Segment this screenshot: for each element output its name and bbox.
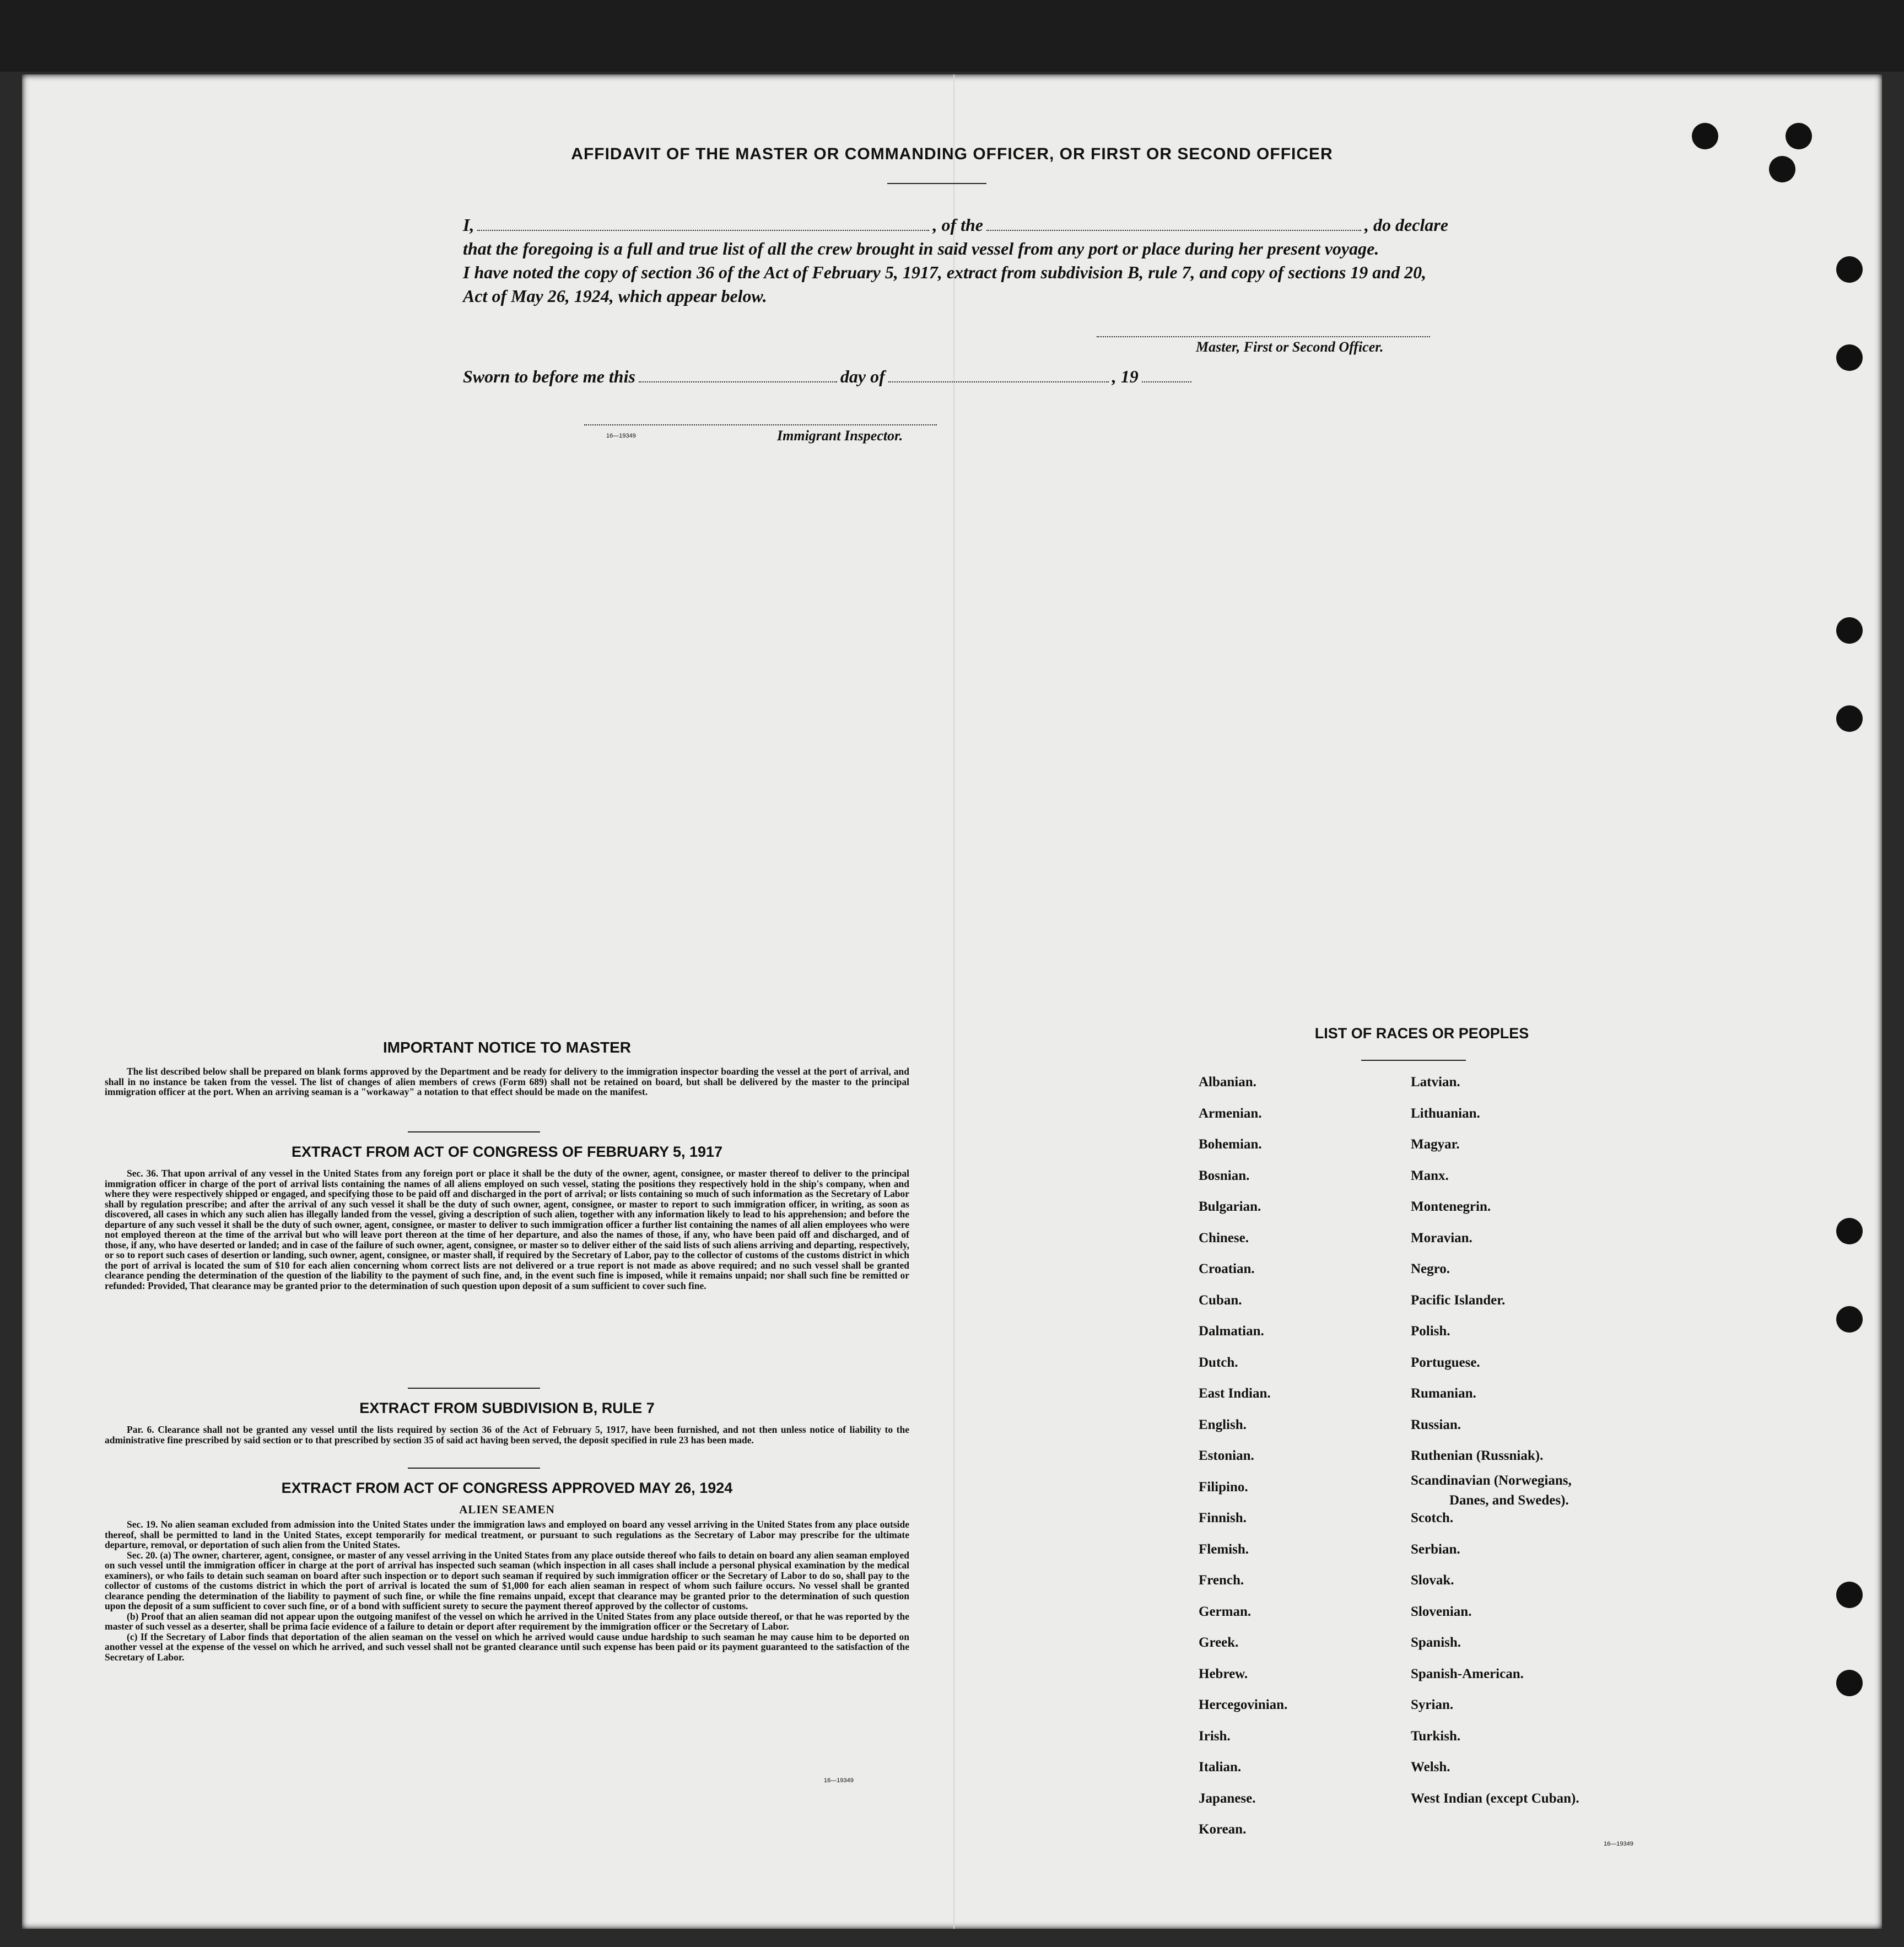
race-item: Japanese. [1199,1790,1256,1806]
race-item: Bosnian. [1199,1168,1250,1183]
race-item: Turkish. [1411,1728,1461,1744]
race-item: Finnish. [1199,1511,1247,1525]
sec19-paragraph: Sec. 19. No alien seaman excluded from admission into the United States under the immigration laws and employed on board any vessel arriving in the United States from any place outside thereof, shall be permitted to land in the United States, except temporarily for medical treatment, or pursuant to such regulations as the Secretary of Labor may prescribe for the ultimate departure, removal, or deportation of such alien from the United States. [105,1519,909,1550]
race-item: Polish. [1411,1324,1450,1339]
form-number-bottom-right: 16—19349 [1604,1841,1633,1847]
extract-1924-text [105,1519,909,1662]
inspector-signature-line[interactable] [584,424,937,425]
notice-text [105,1066,909,1097]
document-page [22,74,1882,1929]
extract-1924-title: EXTRACT FROM ACT OF CONGRESS APPROVED MAY 26, 1924 [281,1480,733,1496]
race-item: Dutch. [1199,1355,1238,1370]
title-underline [887,183,986,184]
race-item: Armenian. [1199,1105,1262,1121]
extract-1917-text [105,1168,909,1291]
race-item: Bohemian. [1199,1137,1262,1152]
race-item: Chinese. [1199,1230,1249,1245]
punch-hole [1836,1582,1863,1608]
day-of-label: day of [840,366,885,386]
race-item: Greek. [1199,1635,1239,1650]
subdivision-b-title: EXTRACT FROM SUBDIVISION B, RULE 7 [359,1400,655,1416]
race-item: Slovak. [1411,1573,1454,1588]
i-label: I, [463,215,474,235]
punch-hole [1836,256,1863,283]
alien-seamen-subtitle: ALIEN SEAMEN [459,1503,555,1516]
race-item: Montenegrin. [1411,1199,1491,1214]
race-item: Scandinavian (Norwegians, [1411,1473,1572,1488]
sec36-paragraph: Sec. 36. That upon arrival of any vessel in the United States from any foreign port or place it shall be the duty of the owner, agent, consignee, or master thereof to deliver to the principal immigration officer in charge of the port of arrival lists containing the names of all aliens employed on such vessel, stating the positions they respectively hold in the ship's company, when and where they were respectively shipped or engaged, and specifying those to be paid off and discharged in the port of arrival; or lists containing so much of such information as the Secretary of Labor shall by regulation prescribe; and after the arrival of any such vessel it shall be the duty of such owner, agent, consignee, or master to report to such immigration officer, in writing, as soon as discovered, all cases in which any such alien has illegally landed from the vessel, giving a description of such alien, together with any information likely to lead to his apprehension; and before the departure of any such vessel it shall be the duty of such owner, agent, consignee, or master to deliver to such immigration officer a further list containing the names of all alien employees who were not employed thereon at the time of the arrival but who will leave port thereon at the time of her departure, and also the names of those, if any, who have been paid off and discharged, and of those, if any, who have deserted or landed; and in case of the failure of such owner, agent, consignee, or master so to deliver either of the said lists of such aliens arriving and departing, respectively, or so to report such cases of desertion or landing, such owner, agent, consignee, or master shall, if required by the Secretary of Labor, pay to the collector of customs of the customs district in which the port of arrival is located the sum of $10 for each alien concerning whom correct lists are not delivered or a true report is not made as above required; and no such vessel shall be granted clearance pending the determination of the question of the liability to the payment of such fine, and, in the event such fine is imposed, while it remains unpaid; nor shall such fine be remitted or refunded: Provided, That clearance may be granted prior to the determination of such question upon deposit of a sum sufficient to cover such fine. [105,1168,909,1291]
races-title-underline [1361,1060,1466,1061]
race-item: Dalmatian. [1199,1324,1264,1339]
punch-hole [1836,1306,1863,1333]
race-item: Estonian. [1199,1448,1254,1463]
master-signature-line[interactable] [1097,336,1430,337]
race-item: Cuban. [1199,1292,1242,1308]
declaration-line-4: Act of May 26, 1924, which appear below. [463,286,767,306]
declaration-line-3: I have noted the copy of section 36 of the Act of February 5, 1917, extract from subdivision B, rule 7, and copy of sections 19 and 20, [463,262,1427,282]
par6-paragraph: Par. 6. Clearance shall not be granted any vessel until the lists required by section 36 of the Act of February 5, 1917, have been furnished, and not then unless notice of liability to the administrative fine prescribed by said section or to that prescribed by section 35 of said act having been served, the deposit specified in rule 23 has been made. [105,1424,909,1446]
of-the-label: , of the [932,215,983,235]
race-item: West Indian (except Cuban). [1411,1790,1579,1806]
subdivision-b-text [105,1425,909,1445]
race-item: Portuguese. [1411,1355,1480,1370]
race-item: Manx. [1411,1168,1449,1183]
punch-hole [1836,1218,1863,1244]
year-label: , 19 [1112,366,1139,386]
sworn-label: Sworn to before me this [463,366,635,386]
declaration-line-2: that the foregoing is a full and true list of all the crew brought in said vessel from any port or place during her present voyage. [463,239,1379,258]
race-item: Spanish. [1411,1635,1461,1650]
race-item: Magyar. [1411,1137,1460,1152]
form-number-top: 16—19349 [606,433,636,439]
form-number-bottom-left: 16—19349 [824,1777,854,1784]
race-item: Serbian. [1411,1541,1460,1557]
race-item: Spanish-American. [1411,1666,1524,1681]
sec20c-paragraph: (c) If the Secretary of Labor finds that deportation of the alien seaman on the vessel on which he arrived would cause undue hardship to such seaman he may cause him to be deported on another vessel at the expense of the vessel on which he arrived, and such vessel shall not be granted clearance until such expense has been paid or its payment guaranteed to the satisfaction of the Secretary of Labor. [105,1631,909,1663]
race-item: German. [1199,1604,1252,1619]
race-item: Albanian. [1199,1075,1256,1090]
sworn-year-blank[interactable] [1142,378,1191,382]
race-item: Bulgarian. [1199,1199,1261,1214]
race-item: Latvian. [1411,1075,1460,1090]
sworn-line [463,366,1195,387]
race-item: Hercegovinian. [1199,1697,1288,1712]
sworn-month-blank[interactable] [888,378,1109,382]
sec20a-paragraph: Sec. 20. (a) The owner, charterer, agent, consignee, or master of any vessel arriving in the United States from any place outside thereof who fails to detain on board any alien seaman employed on such vessel until the immigration officer in charge at the port of arrival has inspected such seaman (which inspection in all cases shall include a personal physical examination by the medical examiners), or who fails to detain such seaman on board after such inspection or to deport such seaman if required by such immigration officer or the Secretary of Labor to do so, shall pay to the collector of customs of the customs district in which the port of arrival is located the sum of $1,000 for each alien seaman in respect of whom such failure occurs. No vessel shall be granted clearance pending the determination of the liability to payment of such fine, or while the fine remains unpaid, except that clearance may be granted prior to the determination of such question upon the deposit of a sum sufficient to cover such fine, or of a bond with sufficient surety to secure the payment thereof approved by the collector of customs. [105,1549,909,1611]
race-item: Rumanian. [1411,1386,1476,1401]
notice-paragraph: The list described below shall be prepared on blank forms approved by the Department and be ready for delivery to the immigration inspector boarding the vessel at the port of arrival, and shall in no instance be taken from the vessel. The list of changes of alien members of crews (Form 689) shall not be retained on board, but shall be delivered by the master to the principal immigration officer at the port. When an arriving seaman is a "workaway" a notation to that effect should be made on the manifest. [105,1066,909,1097]
scan-background [0,0,1904,72]
races-title: LIST OF RACES OR PEOPLES [1314,1025,1529,1042]
punch-hole [1836,705,1863,732]
race-item: Croatian. [1199,1261,1255,1276]
race-item: Flemish. [1199,1541,1249,1557]
race-item: Scotch. [1411,1511,1454,1525]
section-divider [408,1388,540,1389]
page-fold [953,74,954,1929]
race-item: Hebrew. [1199,1666,1248,1681]
declaration-line-1 [463,215,1448,235]
do-declare-label: , do declare [1364,215,1448,235]
punch-hole [1836,617,1863,644]
race-item: Irish. [1199,1728,1231,1744]
race-item: Ruthenian (Russniak). [1411,1448,1544,1463]
punch-hole [1836,344,1863,371]
race-item: Italian. [1199,1760,1242,1775]
race-item: English. [1199,1417,1247,1432]
name-blank[interactable] [477,226,929,231]
race-item: Welsh. [1411,1760,1450,1775]
section-divider [408,1131,540,1132]
extract-1917-title: EXTRACT FROM ACT OF CONGRESS OF FEBRUARY 5, 1917 [291,1144,723,1160]
race-item: French. [1199,1573,1244,1588]
race-item: Syrian. [1411,1697,1454,1712]
sec20b-paragraph: (b) Proof that an alien seaman did not appear upon the outgoing manifest of the vessel on which he arrived in the United States from any place outside thereof, or that he was reported by the master of such vessel as a deserter, shall be prima facie evidence of a failure to detain or deport after requirement by the immigration officer or the Secretary of Labor. [105,1610,909,1632]
affidavit-title: AFFIDAVIT OF THE MASTER OR COMMANDING OFFICER, OR FIRST OR SECOND OFFICER [571,145,1333,163]
master-signature-label: Master, First or Second Officer. [1196,339,1384,355]
race-item: Negro. [1411,1261,1450,1276]
notice-title: IMPORTANT NOTICE TO MASTER [382,1039,632,1056]
punch-hole [1836,1670,1863,1696]
race-item: Moravian. [1411,1230,1473,1245]
race-item: Korean. [1199,1822,1247,1837]
inspector-signature-label: Immigrant Inspector. [777,428,903,444]
race-item: Lithuanian. [1411,1105,1480,1121]
vessel-blank[interactable] [986,226,1361,231]
section-divider [408,1468,540,1469]
race-item: Slovenian. [1411,1604,1472,1619]
race-item: Danes, and Swedes). [1449,1492,1569,1508]
sworn-day-blank[interactable] [639,378,837,382]
race-item: East Indian. [1199,1386,1271,1401]
race-item: Filipino. [1199,1479,1248,1495]
race-item: Pacific Islander. [1411,1292,1506,1308]
race-item: Russian. [1411,1417,1461,1432]
